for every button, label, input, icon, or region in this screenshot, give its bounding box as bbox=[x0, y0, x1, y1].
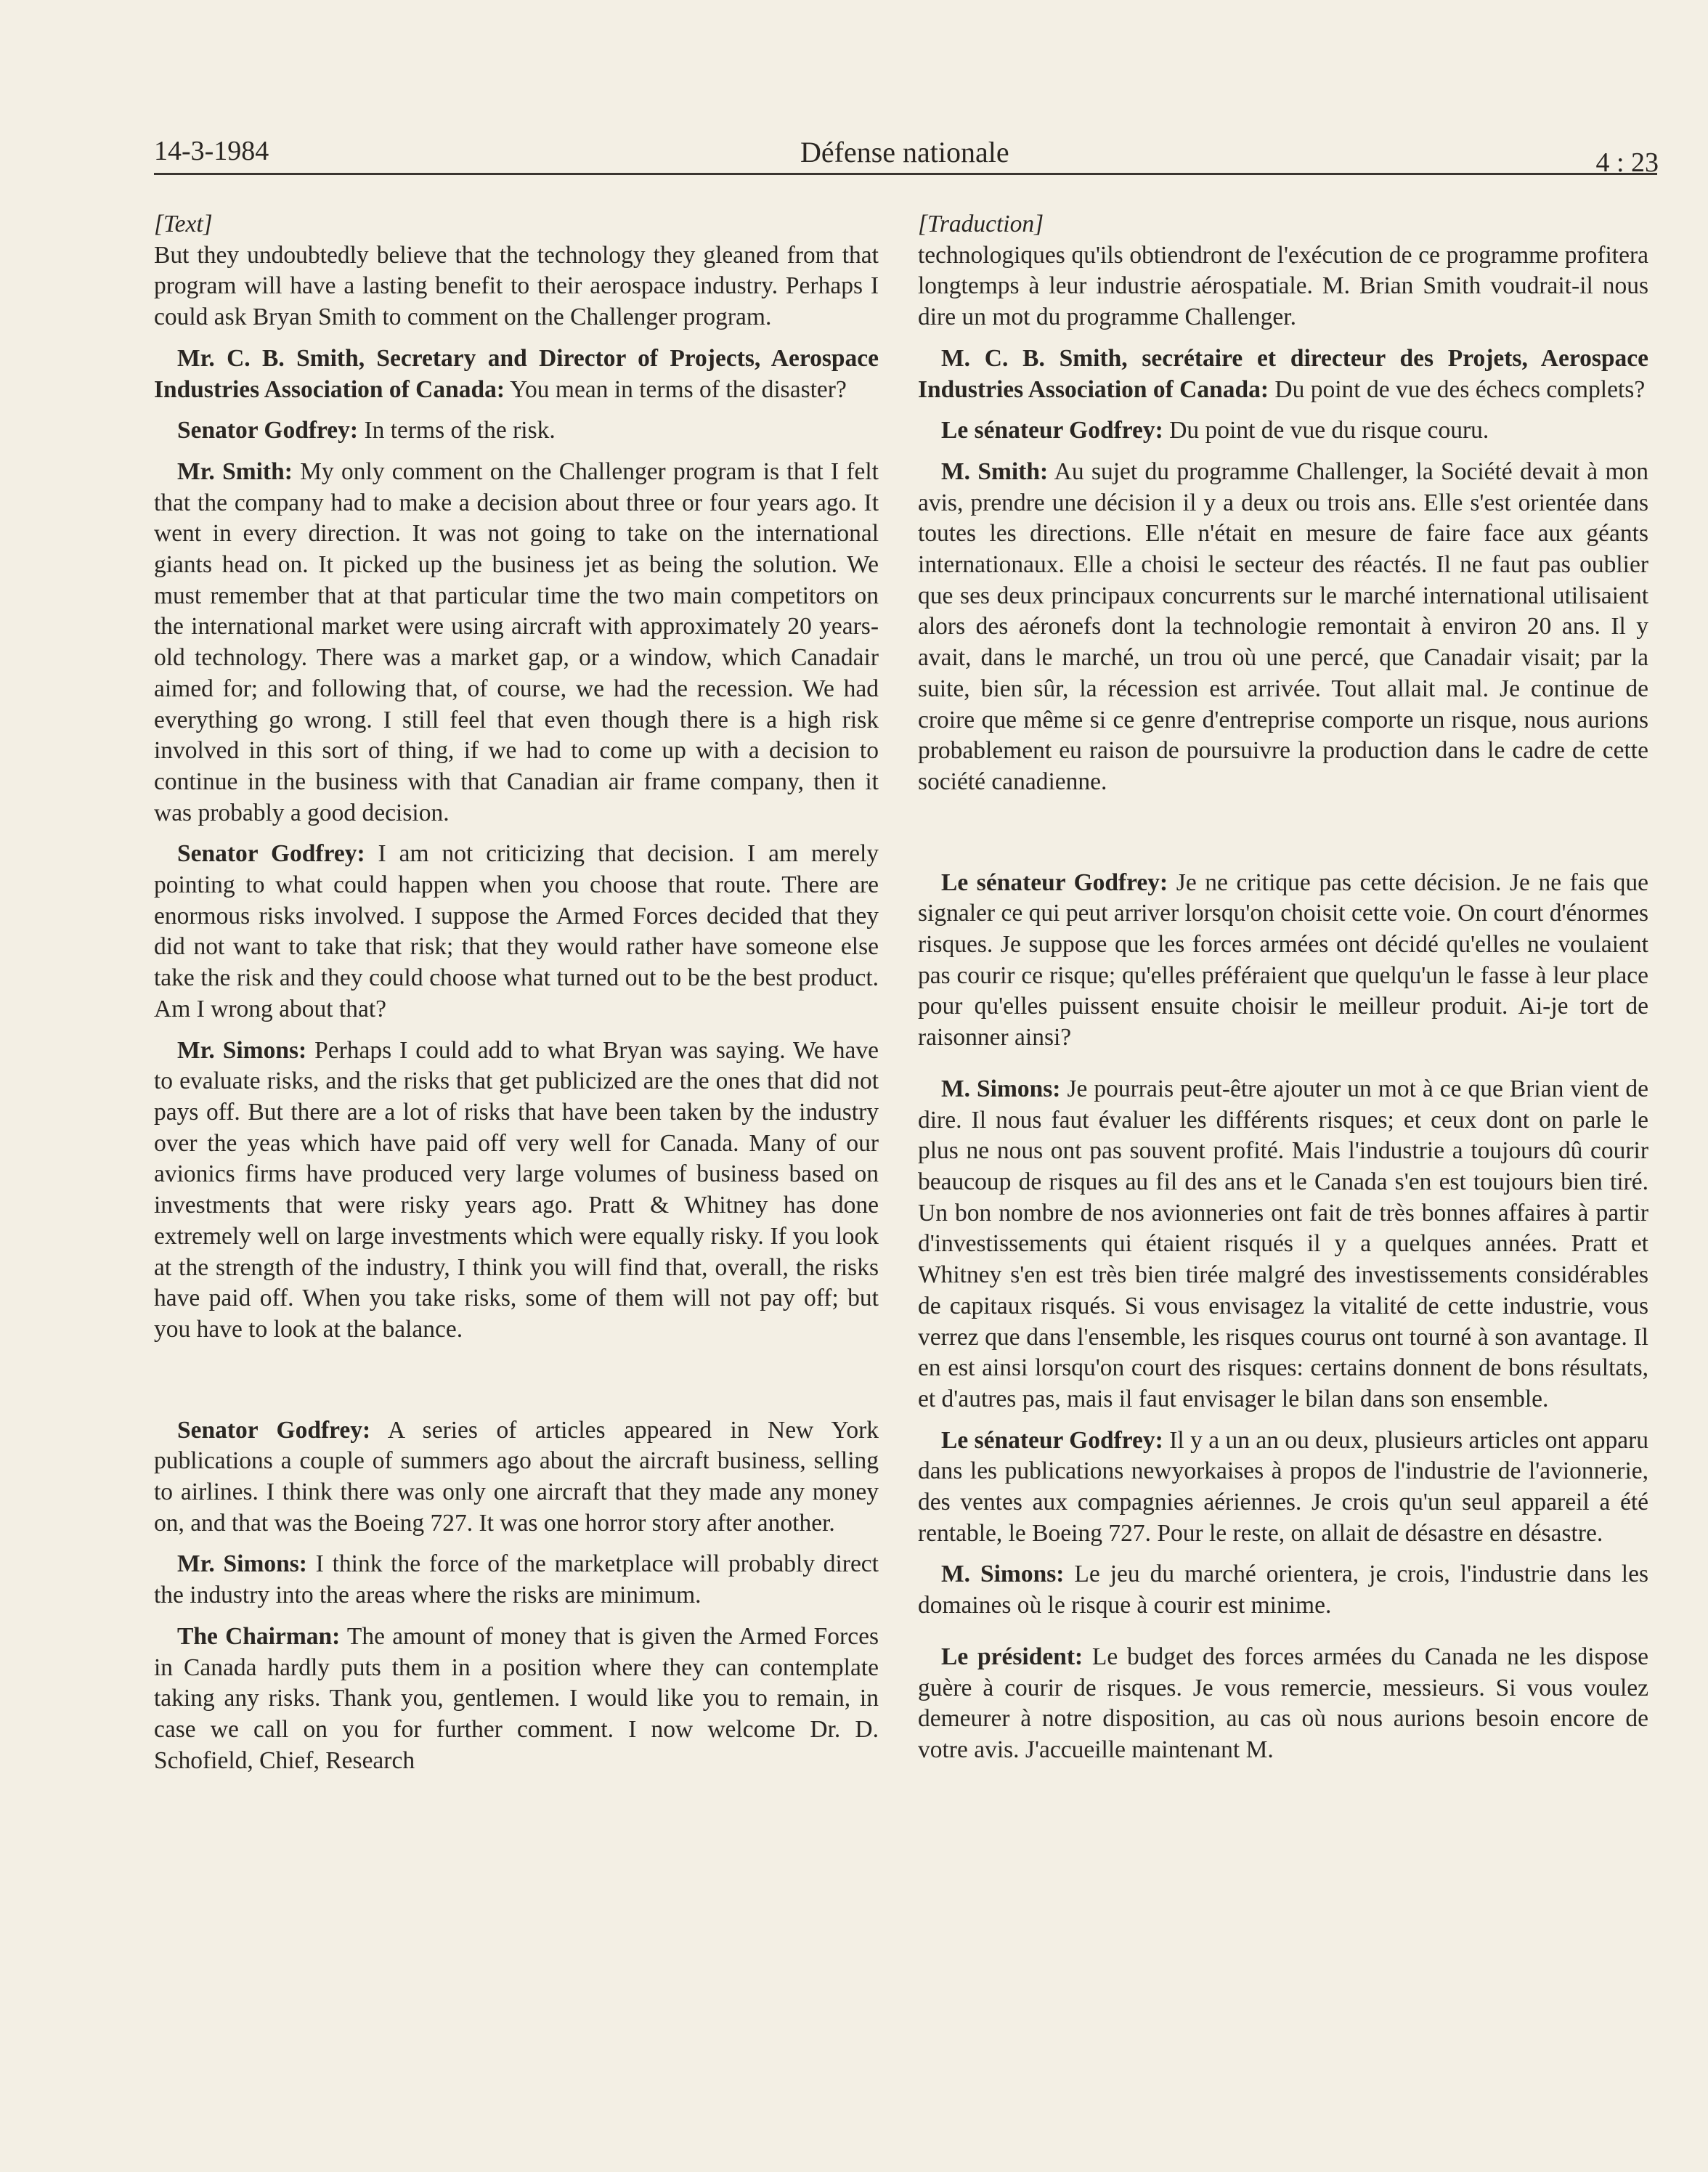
speaker-name: The Chairman: bbox=[177, 1622, 341, 1650]
section-label: [Traduction] bbox=[918, 211, 1044, 237]
speaker-name: M. Smith: bbox=[941, 457, 1049, 485]
paragraph: Le président: Le budget des forces armées du Canada ne les dispose guère à courir de risques. Je vous remercie, messieurs. Si vous voulez demeurer à notre disposition, au cas où nous aurions besoin encore de votre avis. J'accueille maintenant M. bbox=[918, 1643, 1648, 1763]
paragraph: Mr. Simons: I think the force of the marketplace will probably direct the industry into the areas where the risks are minimum. bbox=[154, 1550, 879, 1609]
speaker-name: Mr. C. B. Smith, Secretary and Director of Projects, Aerospace Industries Association of Canada: bbox=[154, 344, 879, 403]
paragraph: But they undoubtedly believe that the technology they gleaned from that program will have a lasting benefit to their aerospace industry. Perhaps I could ask Bryan Smith to comment on the Challenger program. bbox=[154, 241, 879, 331]
header-page-number: 4 : 23 bbox=[1595, 147, 1659, 178]
paragraph: The Chairman: The amount of money that is given the Armed Forces in Canada hardly puts them in a position where they can contemplate taking any risks. Thank you, gentlemen. I would like you to remain, in case we call on you for further comment. I now welcome Dr. D. Schofield, Chief, Research bbox=[154, 1622, 879, 1774]
paragraph: M. C. B. Smith, secrétaire et directeur des Projets, Aerospace Industries Association of Canada: Du point de vue des échecs complets? bbox=[918, 344, 1648, 403]
paragraph: technologiques qu'ils obtiendront de l'exécution de ce programme profitera longtemps à leur industrie aérospatiale. M. Brian Smith voudrait-il nous dire un mot du programme Challenger. bbox=[918, 241, 1648, 331]
paragraph: M. Smith: Au sujet du programme Challenger, la Société devait à mon avis, prendre une décision il y a deux ou trois ans. Elle s'est orientée dans toutes les directions. Elle n'était en mesure de faire face aux géants internationaux. Elle a choisi le secteur des réactés. Il ne faut pas oublier que ses deux principaux concurrents sur le marché international utilisaient alors des aéronefs dont la technologie remontait à environ 20 ans. Il y avait, dans le marché, un trou où une percé, que Canadair visait; par la suite, bien sûr, la récession est arrivée. Tout allait mal. Je continue de croire que même si ce genre d'entreprise comporte un risque, nous aurions probablement eu raison de poursuivre la production dans le cadre de cette société canadienne. bbox=[918, 457, 1649, 795]
section-label: [Text] bbox=[154, 211, 213, 237]
speaker-name: Senator Godfrey: bbox=[177, 417, 359, 444]
page-header bbox=[154, 132, 1659, 178]
speaker-name: Senator Godfrey: bbox=[177, 840, 365, 868]
paragraph: Le sénateur Godfrey: Je ne critique pas cette décision. Je ne fais que signaler ce qui peut arriver lorsqu'on choisit cette voie. On court d'énormes risques. Je suppose que les forces armées ont décidé qu'elles ne voulaient pas courir ce risque; qu'elles préféraient que quelqu'un le fasse à leur place pour qu'elles puissent ensuite choisir le meilleur produit. Ai-je tort de raisonner ainsi? bbox=[918, 869, 1648, 1052]
paragraph: Senator Godfrey: In terms of the risk. bbox=[177, 417, 556, 444]
speaker-name: Mr. Simons: bbox=[177, 1036, 307, 1064]
speaker-name: Le sénateur Godfrey: bbox=[941, 417, 1163, 444]
paragraph: M. Simons: Le jeu du marché orientera, je crois, l'industrie dans les domaines où le risque à courir est minime. bbox=[918, 1561, 1648, 1619]
speaker-name: Mr. Simons: bbox=[177, 1550, 307, 1578]
english-column bbox=[154, 209, 879, 1776]
speaker-name: M. Simons: bbox=[941, 1075, 1061, 1102]
speaker-name: Mr. Smith: bbox=[177, 457, 293, 485]
speaker-name: M. Simons: bbox=[941, 1561, 1065, 1588]
paragraph: Le sénateur Godfrey: Du point de vue du risque couru. bbox=[941, 417, 1489, 444]
paragraph: M. Simons: Je pourrais peut-être ajouter un mot à ce que Brian vient de dire. Il nous faut évaluer les différents risques; et ceux dont on parle le plus ne nous ont pas souvent profité. Mais l'industrie a toujours dû courir beaucoup de risques au fil des ans et le Canada s'en est toujours bien tiré. Un bon nombre de nos avionneries ont fait de très bonnes affaires à partir d'investissements qui étaient risqués il y a quelques années. Pratt et Whitney s'en est très bien tirée malgré des investissements considérables de capitaux risqués. Si vous envisagez la vitalité de cette industrie, vous verrez que dans l'ensemble, les risques courus ont tourné à son avantage. Il en est ainsi lorsqu'on court des risques: certains donnent de bons résultats, et d'autres pas, mais il faut envisager le bilan dans son ensemble. bbox=[918, 1075, 1648, 1412]
paragraph: Mr. Simons: Perhaps I could add to what Bryan was saying. We have to evaluate risks, and the risks that get publicized are the ones that did not pays off. But there are a lot of risks that have been taken by the industry over the yeas which have paid off very well for Canada. Many of our avionics firms have produced very large volumes of business based on investments that were risky years ago. Pratt & Whitney has done extremely well on large investments which were equally risky. If you look at the strength of the industry, I think you will find that, overall, the risks have paid off. When you take risks, some of them will not pay off; but you have to look at the balance. bbox=[154, 1036, 879, 1343]
header-title: Défense nationale bbox=[800, 136, 1009, 168]
paragraph: Le sénateur Godfrey: Il y a un an ou deux, plusieurs articles ont apparu dans les publications newyorkaises à propos de l'industrie de l'avionnerie, des ventes aux compagnies aériennes. Je crois qu'un seul appareil a été rentable, le Boeing 727. Pour le reste, on allait de désastre en désastre. bbox=[918, 1426, 1648, 1547]
speaker-name: Le sénateur Godfrey: bbox=[941, 1426, 1163, 1454]
paragraph: Mr. C. B. Smith, Secretary and Director of Projects, Aerospace Industries Association of Canada: You mean in terms of the disaster? bbox=[154, 344, 879, 403]
speaker-name: M. C. B. Smith, secrétaire et directeur des Projets, Aerospace Industries Association of Canada: bbox=[918, 344, 1648, 403]
header-date: 14-3-1984 bbox=[154, 136, 269, 166]
french-column bbox=[918, 209, 1648, 1766]
paragraph: Senator Godfrey: I am not criticizing that decision. I am merely pointing to what could happen when you choose that route. There are enormous risks involved. I suppose the Armed Forces decided that they did not want to take that risk; that they would rather have someone else take the risk and they could choose what turned out to be the best product. Am I wrong about that? bbox=[154, 840, 879, 1022]
speaker-name: Le président: bbox=[941, 1643, 1083, 1670]
speaker-name: Senator Godfrey: bbox=[177, 1416, 371, 1444]
paragraph: Mr. Smith: My only comment on the Challenger program is that I felt that the company had to make a decision about three or four years ago. It went in every direction. It was not going to take on the international giants head on. It picked up the business jet as being the solution. We must remember that at that particular time the two main competitors on the international market were using aircraft with approximately 20 years-old technology. There was a market gap, or a window, which Canadair aimed for; and following that, of course, we had the recession. We had everything go wrong. I still feel that even though there is a high risk involved in this sort of thing, if we had to come up with a decision to continue in the business with that Canadian air frame company, then it was probably a good decision. bbox=[154, 457, 879, 826]
paragraph: Senator Godfrey: A series of articles appeared in New York publications a couple of summers ago about the aircraft business, selling to airlines. I think there was only one aircraft that they made any money on, and that was the Boeing 727. It was one horror story after another. bbox=[154, 1416, 879, 1537]
speaker-name: Le sénateur Godfrey: bbox=[941, 869, 1168, 896]
